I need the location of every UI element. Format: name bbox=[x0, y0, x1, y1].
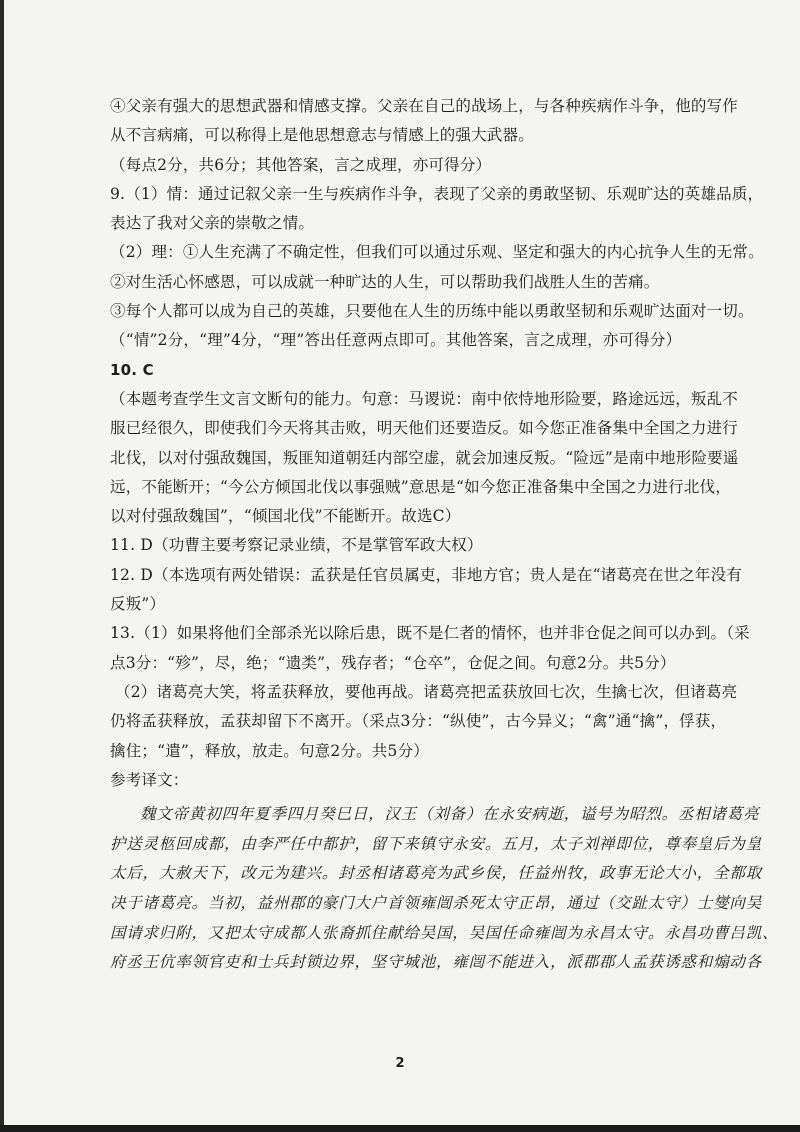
answer-line: （每点2分，共6分；其他答案，言之成理，亦可得分） bbox=[110, 155, 492, 174]
answer-line: 表达了我对父亲的崇敬之情。 bbox=[110, 214, 315, 233]
page-number: 2 bbox=[395, 1056, 405, 1071]
scan-bottom-border bbox=[0, 1125, 800, 1132]
answer-line: 点3分：“殄”，尽，绝；“遗类”，残存者；“仓卒”，仓促之间。句意2分。共5分） bbox=[110, 653, 676, 672]
answer-line: ④父亲有强大的思想武器和情感支撑。父亲在自己的战场上，与各种疾病作斗争，他的写作 bbox=[110, 97, 739, 115]
translation-line: 护送灵柩回成都，由李严任中都护，留下来镇守永安。五月，太子刘禅即位，尊奉皇后为皇 bbox=[110, 834, 763, 853]
answer-line: 9.（1）情：通过记叙父亲一生与疾病作斗争，表现了父亲的勇敢坚韧、乐观旷达的英雄品质， bbox=[110, 184, 764, 203]
question-13-answer: 13.（1）如果将他们全部杀光以除后患，既不是仁者的情怀，也并非仓促之间可以办到。（采 bbox=[110, 624, 750, 643]
answer-line: 仍将孟获释放，孟获却留下不离开。（采点3分：“纵使”，古今异义；“禽”通“擒”，俘获， bbox=[110, 712, 727, 731]
scan-left-border bbox=[0, 0, 4, 1132]
answer-line: 北伐，以对付强敌魏国，叛匪知道朝廷内部空虚，就会加速反叛。“险远”是南中地形险要遥 bbox=[110, 448, 739, 467]
answer-line: （2）诸葛亮大笑，将孟获释放，要他再战。诸葛亮把孟获放回七次，生擒七次，但诸葛亮 bbox=[115, 682, 738, 701]
translation-line: 魏文帝黄初四年夏季四月癸巳日，汉王（刘备）在永安病逝，谥号为昭烈。丞相诸葛亮 bbox=[140, 805, 760, 824]
answer-line: 远，不能断开；“今公方倾国北伐以事强贼”意思是“如今您正准备集中全国之力进行北伐， bbox=[110, 477, 731, 496]
translation-line: 府丞王伉率领官吏和士兵封锁边界，坚守城池，雍闿不能进入，派郡郡人孟获诱惑和煽动各 bbox=[110, 953, 763, 972]
answer-line: 擒住；“遣”，释放，放走。句意2分。共5分） bbox=[110, 741, 429, 760]
question-12-answer: 12. D（本选项有两处错误：孟获是任官员属吏，非地方官；贵人是在“诸葛亮在世之年没有 bbox=[110, 565, 743, 584]
reference-translation-heading: 参考译文： bbox=[110, 770, 189, 789]
answer-line: ③每个人都可以成为自己的英雄，只要他在人生的历练中能以勇敢坚韧和乐观旷达面对一切。 bbox=[110, 302, 754, 321]
question-10-answer: 10. C bbox=[110, 360, 154, 379]
answer-line: 反叛”） bbox=[110, 595, 166, 614]
answer-line: 服已经很久，即使我们今天将其击败，明天他们还要造反。如今您正准备集中全国之力进行 bbox=[110, 419, 739, 438]
answer-line: （“情”2分，“理”4分，“理”答出任意两点即可。其他答案，言之成理，亦可得分） bbox=[110, 331, 682, 350]
question-11-answer: 11. D（功曹主要考察记录业绩，不是掌管军政大权） bbox=[110, 536, 483, 555]
answer-line: 以对付强敌魏国”，“倾国北伐”不能断开。故选C） bbox=[110, 507, 461, 526]
answer-line: ②对生活心怀感恩，可以成就一种旷达的人生，可以帮助我们战胜人生的苦痛。 bbox=[110, 272, 660, 291]
translation-line: 国请求归附，又把太守成都人张裔抓住献给吴国，吴国任命雍闿为永昌太守。永昌功曹吕凯、 bbox=[110, 923, 779, 942]
translation-line: 决于诸葛亮。当初，益州郡的豪门大户首领雍闿杀死太守正昂，通过（交趾太守）士燮向吴 bbox=[110, 893, 763, 912]
answer-line: 从不言病痛，可以称得上是他思想意志与情感上的强大武器。 bbox=[110, 126, 534, 145]
answer-line: （2）理：①人生充满了不确定性，但我们可以通过乐观、坚定和强大的内心抗争人生的无常。 bbox=[110, 243, 764, 262]
translation-line: 太后，大赦天下，改元为建兴。封丞相诸葛亮为武乡侯，任益州牧，政事无论大小，全都取 bbox=[110, 864, 763, 883]
answer-line: （本题考查学生文言文断句的能力。句意：马谡说：南中依恃地形险要，路途远远，叛乱不 bbox=[110, 389, 739, 408]
answer-content bbox=[110, 92, 779, 978]
